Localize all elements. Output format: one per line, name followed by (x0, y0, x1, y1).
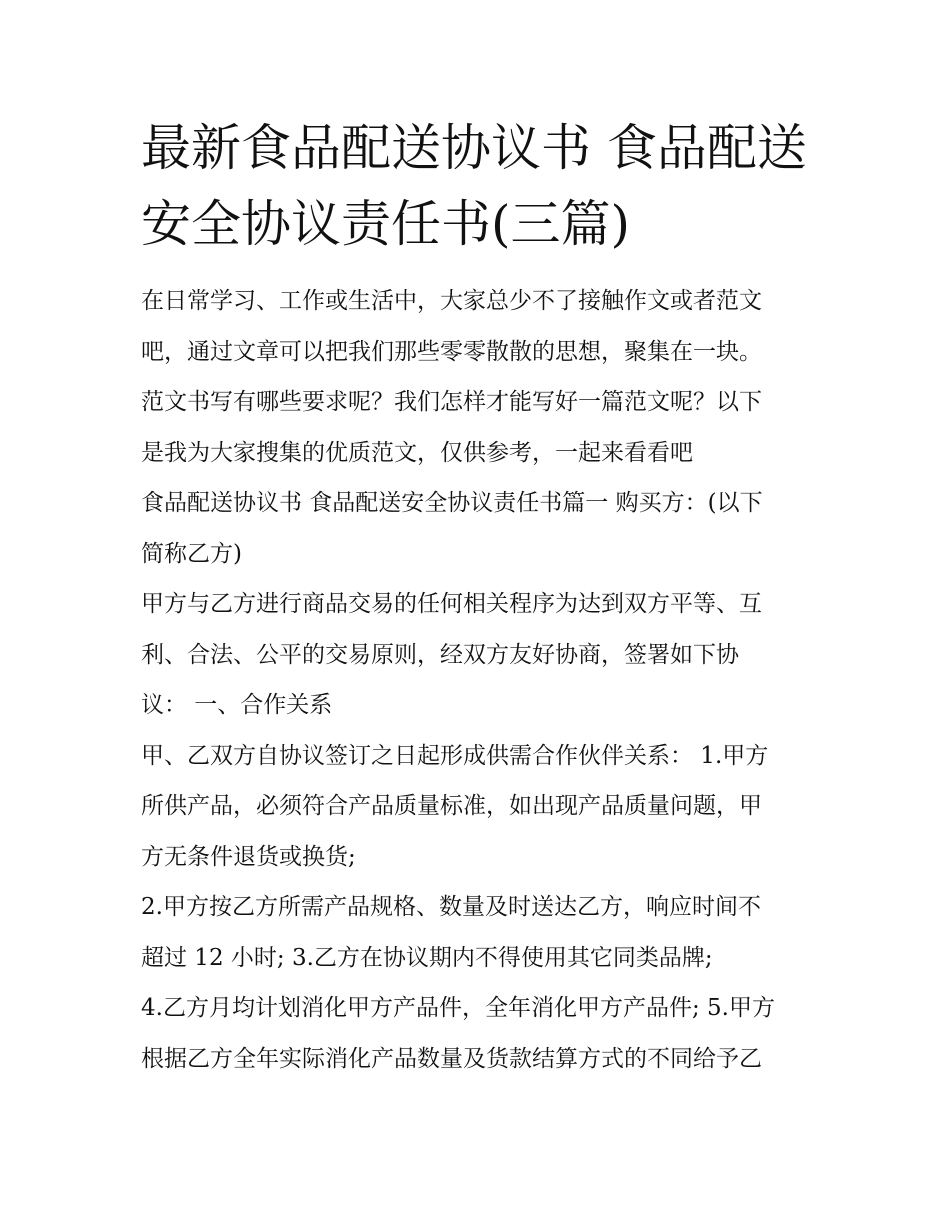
document-body (141, 276, 821, 1084)
paragraph-intro (141, 276, 821, 478)
text-line: 利、合法、公平的交易原则，经双方友好协商，签署如下协 (141, 641, 739, 668)
text-line: 是我为大家搜集的优质范文，仅供参考，一起来看看吧 (141, 439, 693, 466)
paragraph-clause-2-3 (141, 882, 821, 983)
paragraph-clause-1 (141, 731, 821, 883)
text-line: 2.甲方按乙方所需产品规格、数量及时送达乙方，响应时间不 (141, 894, 761, 920)
text-line: 范文书写有哪些要求呢？我们怎样才能写好一篇范文呢？以下 (141, 389, 762, 415)
title-line: 最新食品配送协议书 食品配送 (141, 119, 807, 177)
text-line: 超过 12 小时; 3.乙方在协议期内不得使用其它同类品牌; (141, 944, 713, 971)
text-line: 吧，通过文章可以把我们那些零零散散的思想，聚集在一块。 (141, 338, 762, 365)
text-line: 在日常学习、工作或生活中，大家总少不了接触作文或者范文 (141, 288, 762, 314)
text-line: 议： 一、合作关系 (141, 692, 333, 718)
text-line: 所供产品，必须符合产品质量标准，如出现产品质量问题，甲 (141, 793, 762, 819)
text-line: 食品配送协议书 食品配送安全协议责任书篇一 购买方：(以下 (141, 490, 763, 516)
text-line: 4.乙方月均计划消化甲方产品件，全年消化甲方产品件; 5.甲方 (141, 995, 775, 1021)
text-line: 方无条件退货或换货; (141, 843, 356, 870)
paragraph-preamble (141, 579, 821, 731)
text-line: 甲、乙双方自协议签订之日起形成供需合作伙伴关系： 1.甲方 (141, 742, 769, 769)
text-line: 甲方与乙方进行商品交易的任何相关程序为达到双方平等、互 (141, 591, 762, 617)
document-title (141, 110, 821, 262)
text-line: 根据乙方全年实际消化产品数量及货款结算方式的不同给予乙 (141, 1045, 762, 1072)
paragraph-section-heading (141, 478, 821, 579)
paragraph-clause-4-5 (141, 983, 821, 1084)
title-line: 安全协议责任书(三篇) (141, 195, 631, 253)
text-line: 简称乙方) (141, 540, 242, 567)
